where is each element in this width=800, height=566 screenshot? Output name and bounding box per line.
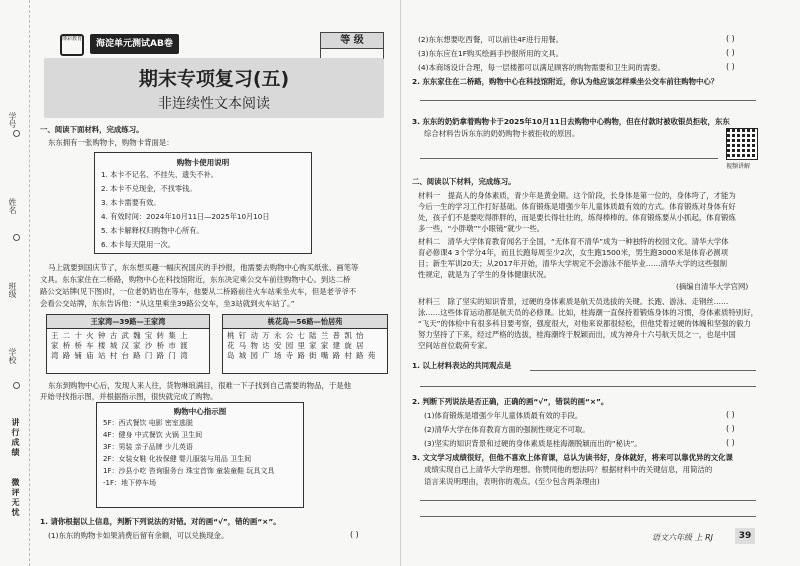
- material-2-line: 材料二 清华大学体育教育闻名于全国，“无体育不清华”成为一种独特的校园文化。清华大学体: [418, 237, 729, 246]
- mall-directory-box: [96, 402, 304, 508]
- floor-entry: -1F：地下停车场: [103, 479, 157, 487]
- story-line: 马上就要到国庆节了，东东想买趣一幅庆祝国庆的手抄报，他需要去购物中心购买纸张、画笔等: [48, 263, 359, 272]
- material-source: (摘编自清华大学官网): [676, 282, 749, 291]
- material-1-line: 材料一 提高人的身体素质，青少年是黄金期。这个阶段，长身体是第一位的，身体垮了，才能为: [418, 191, 736, 200]
- card-rule: 3. 本卡需要有效。: [101, 198, 161, 207]
- right-question-3-line: 语言来说明理由，表明你的观点。(至少包含两条理由): [424, 477, 600, 486]
- answer-line[interactable]: [420, 500, 756, 501]
- answer-paren[interactable]: ( ): [726, 62, 735, 71]
- material-3-line: 材料三 除了坚实的知识背景，过硬的身体素质是航天员选拔的关键。长跑、游泳、走钢丝……: [418, 297, 729, 306]
- material-2-line: 目；新生军训20天；从2017年开始，清华大学规定不会游泳不能毕业……清华大学的这些强制: [418, 259, 728, 268]
- card-rule: 5. 本卡解释权归购物中心所有。: [101, 226, 204, 235]
- margin-label-school: 学校: [8, 348, 17, 364]
- floor-entry: 3F：男装 亲子品牌 少儿英语: [103, 443, 193, 451]
- binding-hole-icon: [13, 130, 20, 137]
- bus-route-sign-56: [222, 314, 388, 374]
- answer-paren[interactable]: ( ): [726, 34, 735, 43]
- answer-line[interactable]: [420, 516, 756, 517]
- material-2-line: 育必修课4 3个学分4年，而且长跑每周至少2次，女生跑1500米，男生跑3000米是体育必测项: [418, 248, 729, 257]
- directory-title: 购物中心指示图: [173, 407, 227, 416]
- material-1-line: 多一些，“小胖墩”“小眼镜”就少一些。: [418, 224, 545, 233]
- bus-route-sign-39: [46, 314, 210, 374]
- intro-text: 东东拥有一张购物卡，购物卡背面是：: [48, 138, 174, 147]
- margin-label-name: 姓名: [8, 198, 17, 214]
- student-info-margin: [0, 0, 30, 566]
- footer-book-label: 语文六年级 上 RJ: [652, 533, 714, 542]
- margin-label-class: 班级: [8, 282, 17, 298]
- material-1-line: 今后一生的学习工作打好基础。体育锻炼是增强少年儿童体质最有效的方式。体育锻炼对身体有好: [418, 202, 736, 211]
- question-1-1: (1)东东的购物卡如果消费后留有余额，可以兑换现金。: [48, 531, 229, 540]
- right-question-1: 1. 以上材料表达的共同观点是: [412, 361, 512, 370]
- material-3-line: “飞天”的体检中有很多科目要考察，强度很大，对他来说都很轻松，但他凭着过硬的体魄和坚强的毅力: [418, 319, 751, 328]
- route-title: 桃花岛—56路—怡居苑: [223, 315, 387, 329]
- floor-entry: 5F：西式餐饮 电影 密室逃脱: [103, 419, 193, 427]
- mall-text: 开始寻找指示图，并根据指示图，很快就完成了购物。: [40, 392, 218, 401]
- right-question-3-line: 成绩实现自己上清华大学的理想。你赞同他的想法吗？根据材料中的关键信息，用简洁的: [424, 465, 713, 474]
- material-3-line: 空间站首位载荷专家。: [418, 341, 492, 350]
- material-1-line: 处，孩子们不是要吃得胖胖的，而是要长得壮壮的，练得棒棒的。体育锻炼要从小抓起，体育锻炼: [418, 213, 736, 222]
- brand-logo-icon: [60, 34, 84, 56]
- card-rule: 1. 本卡不记名、不挂失、遗失不补。: [101, 170, 218, 179]
- binding-hole-icon: [13, 382, 20, 389]
- answer-line[interactable]: [420, 100, 756, 101]
- margin-slogan-2: 微评无忧: [11, 478, 20, 518]
- story-line: 会看公交站牌，东东告诉他：“从这里乘坐39路公交车，坐3站就到火车站了。”: [40, 299, 295, 308]
- page-title: 期末专项复习(五): [138, 68, 290, 90]
- question-1-4: (4)本商场设计合理，每一层楼都可以满足顾客的购物需要和卫生间的需要。: [418, 63, 665, 72]
- grade-label: 等 级: [321, 33, 383, 49]
- story-line: 文具。东东家住在二桥路，购物中心在科技馆附近，东东决定乘公交车前往购物中心。到达二桥: [40, 275, 351, 284]
- question-1-2: (2)东东想要吃西餐，可以前往4F进行用餐。: [418, 35, 564, 44]
- route-stops-row: 桃 钉 动 万 永 公 七 陆 兰 普 凯 怡: [227, 331, 365, 340]
- card-rules-title: 购物卡使用说明: [176, 158, 230, 167]
- card-rule: 6. 本卡每天限用一次。: [101, 240, 175, 249]
- answer-paren[interactable]: ( ): [726, 438, 735, 447]
- page-subtitle: 非连续性文本阅读: [158, 96, 270, 112]
- story-line: 路公交站牌(见下图)时，一位老奶奶也在等车，他要从二桥路前往火车站乘坐火车，但是老爷爷不: [40, 287, 357, 296]
- section-heading: 一、阅读下面材料，完成练习。: [40, 125, 144, 134]
- question-3: 3. 东东的奶奶拿着购物卡于2025年10月11日去购物中心购物，但在付款时被收银员拒收，东东: [412, 117, 730, 126]
- right-question-2-2: (2)清华大学在体育教育方面的强制性规定不可取。: [424, 425, 590, 434]
- right-question-3: 3. 文文学习成绩很好，但他不喜欢上体育课，总认为读书好，身体就好，将来可以靠优异的文化课: [412, 453, 733, 462]
- answer-paren[interactable]: ( ): [726, 48, 735, 57]
- card-rule: 2. 本卡不兑现金，不找零钱。: [101, 184, 197, 193]
- question-3-line2: 综合材料告诉东东的奶奶购物卡被拒收的原因。: [424, 129, 580, 138]
- material-3-line: 泳……这些体育运动都是航天员的必修课。比如，桂海潮一直保持着锻炼身体的习惯，身体素质特别好，: [418, 308, 758, 317]
- page-number: 39: [735, 528, 755, 544]
- route-stops-row: 家 桥 桥 车 楼 城 汉 家 沙 桥 市 渡: [51, 341, 189, 350]
- floor-entry: 2F：女装女鞋 化妆保健 婴儿服装与用品 卫生间: [103, 455, 252, 463]
- floor-entry: 4F：健身 中式餐饮 火锅 卫生间: [103, 431, 203, 439]
- right-question-2-3: (3)坚实的知识背景和过硬的身体素质是桂海潮脱颖而出的“秘诀”。: [424, 439, 642, 448]
- card-rule: 4. 有效时间：2024年10月11日—2025年10月10日: [101, 212, 270, 221]
- margin-label-id: 学号: [8, 112, 17, 128]
- qr-code-icon[interactable]: [726, 128, 758, 160]
- card-rules-box: [94, 152, 312, 254]
- qr-label: 视频讲解: [726, 163, 751, 170]
- route-stops-row: 岛 城 园 广 场 寺 路 街 嘴 路 村 路 苑: [227, 351, 377, 360]
- answer-line[interactable]: [530, 370, 756, 371]
- answer-paren[interactable]: ( ): [726, 410, 735, 419]
- title-banner: [44, 58, 384, 118]
- floor-entry: 1F：沙县小吃 咨询服务台 珠宝首饰 童装童鞋 玩具文具: [103, 467, 275, 475]
- logo-text: 薄彩教育: [62, 36, 83, 42]
- material-2-line: 性规定，就是为了学生的身体健康状况。: [418, 270, 552, 279]
- series-title: 海淀单元测试AB卷: [90, 34, 179, 54]
- route-stops-row: 湾 路 铺 庙 站 村 台 路 门 路 门 湾: [51, 351, 189, 360]
- route-stops-row: 王 二 十 火 钟 古 武 魏 宝 转 集 上: [51, 331, 189, 340]
- answer-line[interactable]: [420, 386, 756, 387]
- route-title: 王家湾—39路—王家湾: [47, 315, 209, 329]
- right-question-2-1: (1)体育锻炼是增强少年儿童体质最有效的手段。: [424, 411, 583, 420]
- answer-line[interactable]: [420, 158, 718, 159]
- question-2: 2. 东东家住在二桥路，购物中心在科技馆附近，你认为他应该怎样乘坐公交车前往购物中心？: [412, 77, 719, 86]
- binding-hole-icon: [13, 234, 20, 241]
- material-3-line: 努力坚持了下来，经过严格的选拔，桂海潮终于脱颖而出，成为神舟十六号航天员之一，也是中国: [418, 330, 736, 339]
- answer-paren[interactable]: ( ): [350, 530, 359, 539]
- mall-text: 东东到购物中心后，发现人来人往，货物琳琅满目，很难一下子找到自己需要的物品，于是他: [48, 381, 352, 390]
- section-heading: 二、阅读以下材料，完成练习。: [412, 177, 516, 186]
- right-question-2: 2. 判断下列说法是否正确，正确的画“√”，错误的画“×”。: [412, 397, 609, 406]
- margin-slogan: 讲行成绩: [11, 418, 20, 458]
- answer-paren[interactable]: ( ): [726, 424, 735, 433]
- question-1-3: (3)东东应在1F购买绘画手抄报所用的文具。: [418, 49, 564, 58]
- route-stops-row: 花 马 物 达 安 园 里 家 家 建 旋 居: [227, 341, 365, 350]
- question-1: 1. 请你根据以上信息，判断下列说法的对错。对的画“√”，错的画“×”。: [40, 517, 281, 526]
